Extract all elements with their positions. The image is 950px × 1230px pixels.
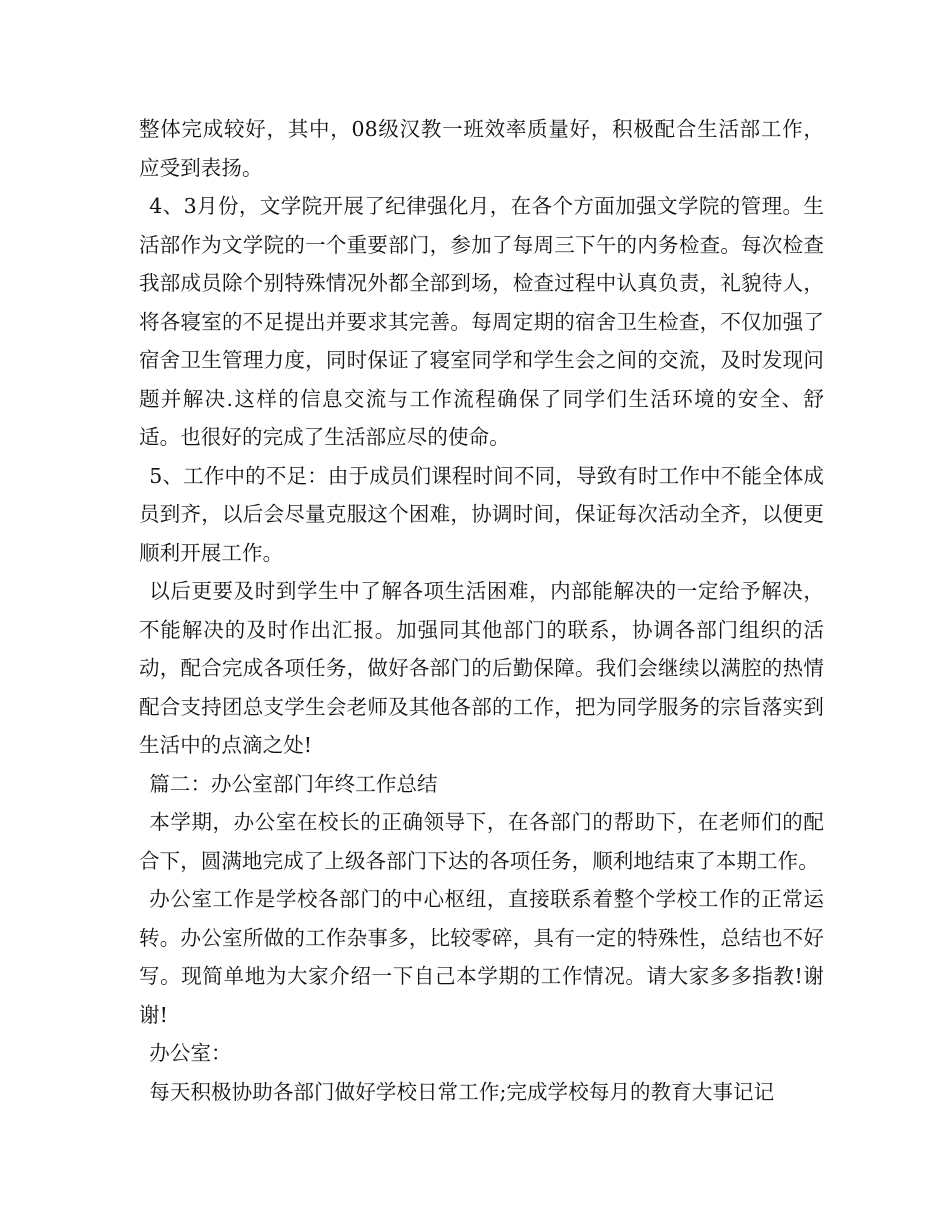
paragraph-daily-work: 每天积极协助各部门做好学校日常工作;完成学校每月的教育大事记记 [149,1079,775,1104]
paragraph-continuation: 整体完成较好，其中，08级汉教一班效率质量好，积极配合生活部工作，应受到表扬。 [139,117,824,180]
paragraph-future-plans: 以后更要及时到学生中了解各项生活困难，内部能解决的一定给予解决，不能解决的及时作出汇报。加强同其他部门的联系，协调各部门组织的活动，配合完成各项任务，做好各部门的后勤保障。我们会继续以满腔的热情配合支持团总支学生会老师及其他各部的工作，把为同学服务的宗旨落实到生活中的点滴之处! [139,579,824,757]
subheading-office: 办公室： [149,1041,232,1065]
document-body [139,110,824,1111]
paragraph-item-5: 5、工作中的不足：由于成员们课程时间不同，导致有时工作中不能全体成员到齐，以后会尽量克服这个困难，协调时间，保证每次活动全齐，以便更顺利开展工作。 [139,463,824,565]
paragraph-intro: 本学期，办公室在校长的正确领导下，在各部门的帮助下，在老师们的配合下，圆满地完成了上级各部门下达的各项任务，顺利地结束了本期工作。 [139,810,824,873]
section-heading: 篇二：办公室部门年终工作总结 [149,771,438,796]
paragraph-office-role: 办公室工作是学校各部门的中心枢纽，直接联系着整个学校工作的正常运转。办公室所做的工作杂事多，比较零碎，具有一定的特殊性，总结也不好写。现简单地为大家介绍一下自己本学期的工作情况。请大家多多指教!谢谢! [139,887,824,1027]
paragraph-item-4: 4、3月份，文学院开展了纪律强化月，在各个方面加强文学院的管理。生活部作为文学院的一个重要部门，参加了每周三下午的内务检查。每次检查我部成员除个别特殊情况外都全部到场，检查过程中认真负责，礼貌待人，将各寝室的不足提出并要求其完善。每周定期的宿舍卫生检查，不仅加强了宿舍卫生管理力度，同时保证了寝室同学和学生会之间的交流，及时发现问题并解决.这样的信息交流与工作流程确保了同学们生活环境的安全、舒适。也很好的完成了生活部应尽的使命。 [139,194,824,449]
